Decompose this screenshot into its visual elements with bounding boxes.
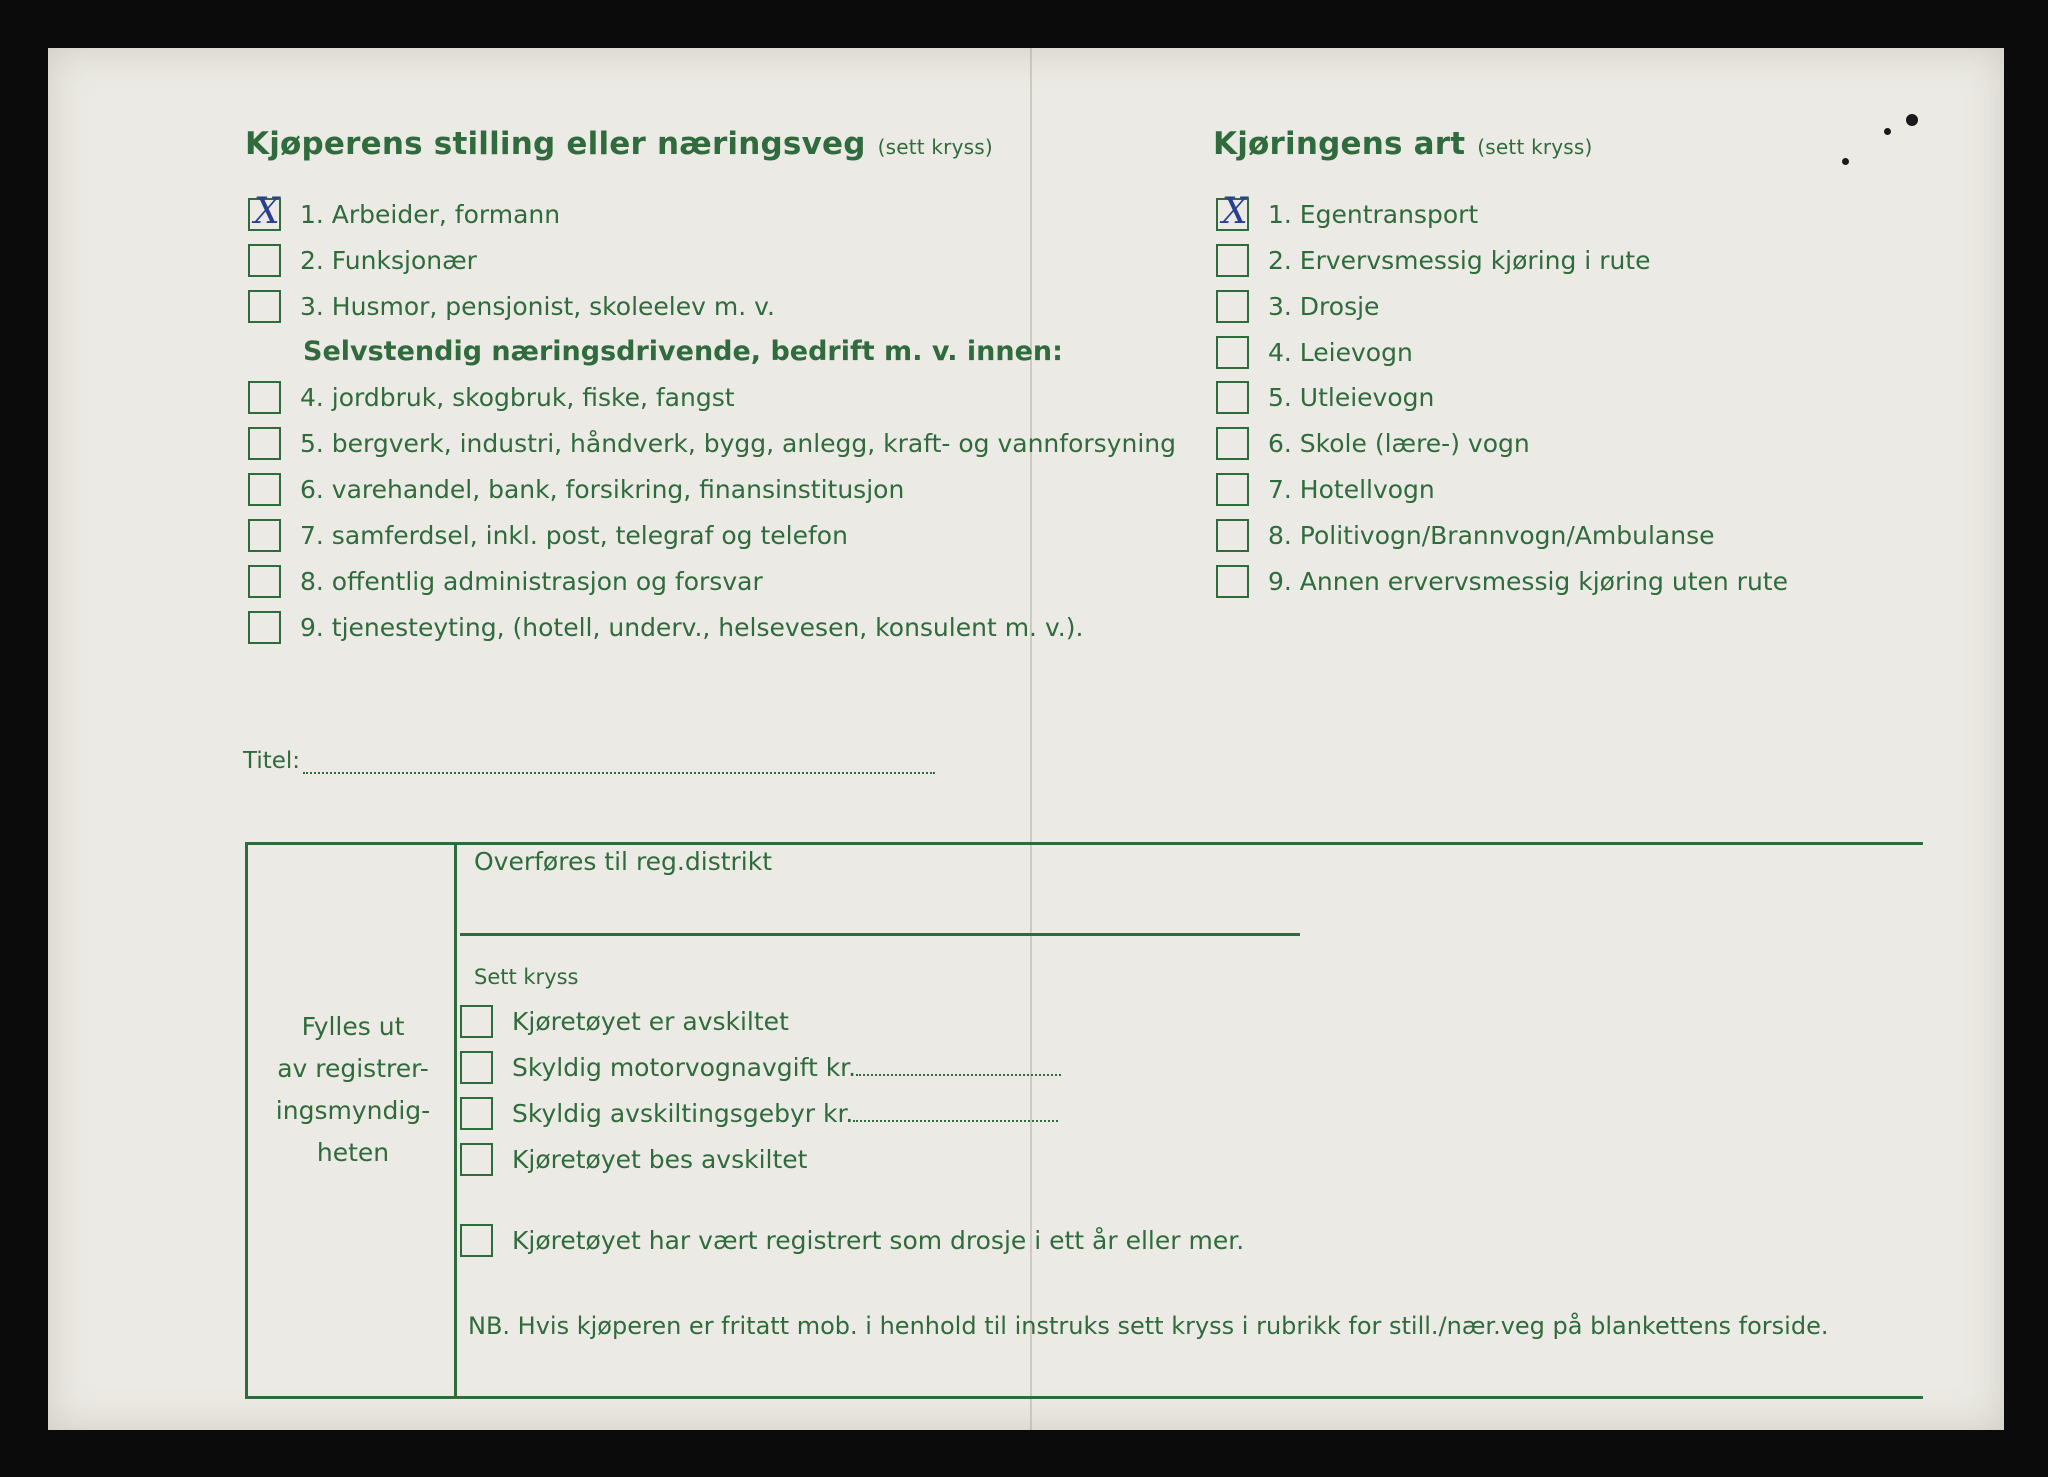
option-label: 9. tjenesteyting, (hotell, underv., helsevesen, konsulent m. v.). xyxy=(300,613,1084,642)
ink-stain xyxy=(1884,128,1891,135)
checkbox[interactable] xyxy=(248,519,281,552)
checkbox[interactable] xyxy=(248,565,281,598)
checkbox[interactable] xyxy=(460,1051,493,1084)
side-label-line: heten xyxy=(316,1138,390,1167)
checkbox[interactable] xyxy=(1216,191,1249,232)
side-label-line: av registrer- xyxy=(277,1054,429,1083)
option-label-text: Skyldig avskiltingsgebyr kr. xyxy=(512,1099,854,1128)
box-top-border xyxy=(245,842,1923,845)
checkbox[interactable] xyxy=(1216,244,1249,277)
option-label: 6. Skole (lære-) vogn xyxy=(1268,429,1530,458)
buyer-heading-text: Kjøperens stilling eller næringsveg xyxy=(245,126,866,162)
checkbox[interactable] xyxy=(1216,290,1249,323)
option-label: 2. Ervervsmessig kjøring i rute xyxy=(1268,246,1651,275)
checkbox[interactable] xyxy=(1216,519,1249,552)
driving-type-heading-text: Kjøringens art xyxy=(1213,126,1466,162)
option-label: 8. Politivogn/Brannvogn/Ambulanse xyxy=(1268,521,1715,550)
ink-stain xyxy=(1906,114,1918,126)
option-label: 2. Funksjonær xyxy=(300,246,477,275)
paper-fold xyxy=(1030,48,1032,1430)
sett-kryss-label: Sett kryss xyxy=(474,965,579,989)
option-label xyxy=(512,1051,1061,1085)
option-label: 6. varehandel, bank, forsikring, finansinstitusjon xyxy=(300,475,905,504)
option-label: Kjøretøyet har vært registrert som drosje i ett år eller mer. xyxy=(512,1226,1245,1255)
option-label: 4. jordbruk, skogbruk, fiske, fangst xyxy=(300,383,735,412)
title-label: Titel: xyxy=(243,748,301,774)
option-label: 3. Drosje xyxy=(1268,292,1380,321)
checkbox[interactable] xyxy=(460,1005,493,1038)
checkbox[interactable] xyxy=(1216,381,1249,414)
buyer-heading-note: (sett kryss) xyxy=(877,135,993,159)
option-label: 5. bergverk, industri, håndverk, bygg, anlegg, kraft- og vannforsyning xyxy=(300,429,1176,458)
checkbox[interactable] xyxy=(1216,427,1249,460)
box-bottom-border xyxy=(245,1396,1923,1399)
option-label xyxy=(512,1097,1058,1131)
checkbox[interactable] xyxy=(1216,336,1249,369)
district-field-line[interactable] xyxy=(460,933,1300,936)
driving-type-heading-note: (sett kryss) xyxy=(1477,135,1593,159)
checkbox[interactable] xyxy=(248,381,281,414)
checkbox[interactable] xyxy=(248,427,281,460)
checkbox[interactable] xyxy=(248,290,281,323)
option-label: 8. offentlig administrasjon og forsvar xyxy=(300,567,763,596)
checkbox[interactable] xyxy=(1216,473,1249,506)
title-field[interactable] xyxy=(303,772,935,774)
option-label: 7. samferdsel, inkl. post, telegraf og telefon xyxy=(300,521,848,550)
plate-fee-amount-field[interactable] xyxy=(853,1120,1058,1122)
checkbox[interactable] xyxy=(460,1143,493,1176)
option-label: 1. Arbeider, formann xyxy=(300,200,561,229)
checkbox[interactable] xyxy=(248,473,281,506)
checkbox[interactable] xyxy=(460,1097,493,1130)
checkbox[interactable] xyxy=(460,1224,493,1257)
checkbox[interactable] xyxy=(1216,565,1249,598)
self-employed-subheading: Selvstendig næringsdrivende, bedrift m. v. innen: xyxy=(303,336,1063,367)
checkbox[interactable] xyxy=(248,244,281,277)
option-label: Kjøretøyet bes avskiltet xyxy=(512,1145,808,1174)
buyer-heading xyxy=(245,126,993,162)
option-label: 3. Husmor, pensjonist, skoleelev m. v. xyxy=(300,292,775,321)
motor-fee-amount-field[interactable] xyxy=(856,1074,1061,1076)
side-label-line: ingsmyndig- xyxy=(275,1096,431,1125)
option-label: 7. Hotellvogn xyxy=(1268,475,1435,504)
nb-note: NB. Hvis kjøperen er fritatt mob. i henhold til instruks sett kryss i rubrikk for still./nær.veg på blankettens forside. xyxy=(468,1312,1829,1340)
side-label-line: Fylles ut xyxy=(301,1012,405,1041)
option-label-text: Skyldig motorvognavgift kr. xyxy=(512,1053,857,1082)
transfer-district-label: Overføres til reg.distrikt xyxy=(474,847,773,876)
check-mark: X xyxy=(254,191,280,232)
checkbox[interactable] xyxy=(248,611,281,644)
option-label: 5. Utleievogn xyxy=(1268,383,1435,412)
option-label: 4. Leievogn xyxy=(1268,338,1413,367)
driving-type-heading xyxy=(1213,126,1593,162)
option-label: Kjøretøyet er avskiltet xyxy=(512,1007,789,1036)
registration-authority-label xyxy=(248,1006,458,1174)
checkbox[interactable] xyxy=(248,191,281,232)
check-mark: X xyxy=(1222,191,1248,232)
ink-stain xyxy=(1842,158,1849,165)
option-label: 9. Annen ervervsmessig kjøring uten rute xyxy=(1268,567,1788,596)
option-label: 1. Egentransport xyxy=(1268,200,1479,229)
